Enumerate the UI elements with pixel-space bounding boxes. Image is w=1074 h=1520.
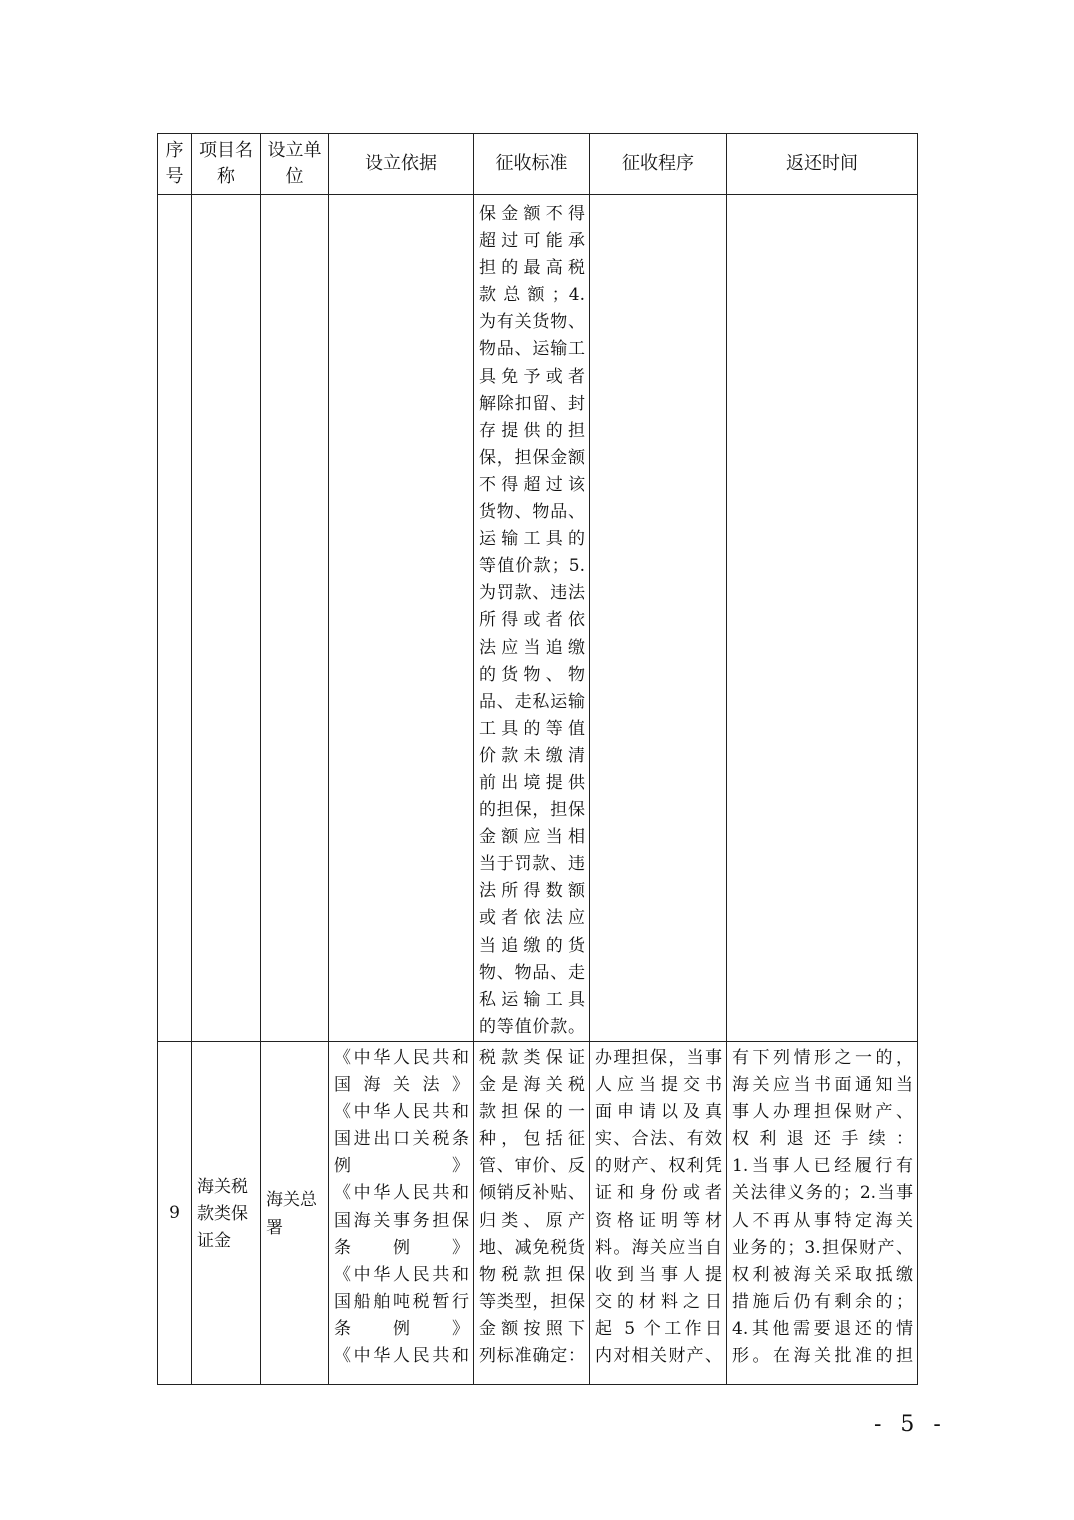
cell-standard: 保金额不得 超过可能承 担的最高税 款总额；4. 为有关货物、 物品、运输工 具免予或者 解除扣留、封 存提供的担 保，担保金额 不得超过该 货物、物品、 运输工具的 等值价款；5. 为罚款、违法 所得或者依 法应当追缴 的货物、物 品、走私运输 工具的等值 价款未缴清 前出境提供 的担保，担保 金额应当相 当于罚款、违 法所得数额 或者依法应 当追缴的货 物、物品、走 私运输工具 的等值价款。	[474, 195, 590, 1042]
cell-seq	[158, 195, 192, 1042]
fee-table	[157, 133, 918, 1385]
cell-name	[192, 195, 261, 1042]
header-seq: 序 号	[158, 134, 192, 195]
table-header-row	[158, 134, 918, 195]
header-refund: 返还时间	[727, 134, 918, 195]
cell-refund: 有下列情形之一的， 海关应当书面通知当 事人办理担保财产、 权利退还手续： 1.当事人已经履行有 关法律义务的；2.当事 人不再从事特定海关 业务的；3.担保财产、 权利被海关采取抵缴 措施后仍有剩余的； 4.其他需要退还的情 形。在海关批准的担	[727, 1042, 918, 1385]
cell-seq: 9	[158, 1042, 192, 1385]
page-number: - 5 -	[874, 1412, 947, 1437]
cell-unit	[261, 195, 329, 1042]
cell-standard: 税款类保证 金是海关税 款担保的一 种，包括征 管、审价、反 倾销反补贴、 归类、原产 地、减免税货 物税款担保 等类型，担保 金额按照下 列标准确定：	[474, 1042, 590, 1385]
cell-unit: 海关总 署	[261, 1042, 329, 1385]
header-procedure: 征收程序	[590, 134, 727, 195]
table-row	[158, 1042, 918, 1385]
cell-procedure: 办理担保，当事 人应当提交书 面申请以及真 实、合法、有效 的财产、权利凭 证和身份或者 资格证明等材 料。海关应当自 收到当事人提 交的材料之日 起 5 个工作日 内对相关财产、	[590, 1042, 727, 1385]
table-row	[158, 195, 918, 1042]
cell-basis: 《中华人民共和 国海关法》 《中华人民共和 国进出口关税条 例》 《中华人民共和 国海关事务担保 条例》 《中华人民共和 国船舶吨税暂行 条例》 《中华人民共和	[329, 1042, 474, 1385]
cell-procedure	[590, 195, 727, 1042]
cell-refund	[727, 195, 918, 1042]
cell-name: 海关税 款类保 证金	[192, 1042, 261, 1385]
header-unit: 设立单 位	[261, 134, 329, 195]
header-basis: 设立依据	[329, 134, 474, 195]
cell-basis	[329, 195, 474, 1042]
header-standard: 征收标准	[474, 134, 590, 195]
header-name: 项目名 称	[192, 134, 261, 195]
